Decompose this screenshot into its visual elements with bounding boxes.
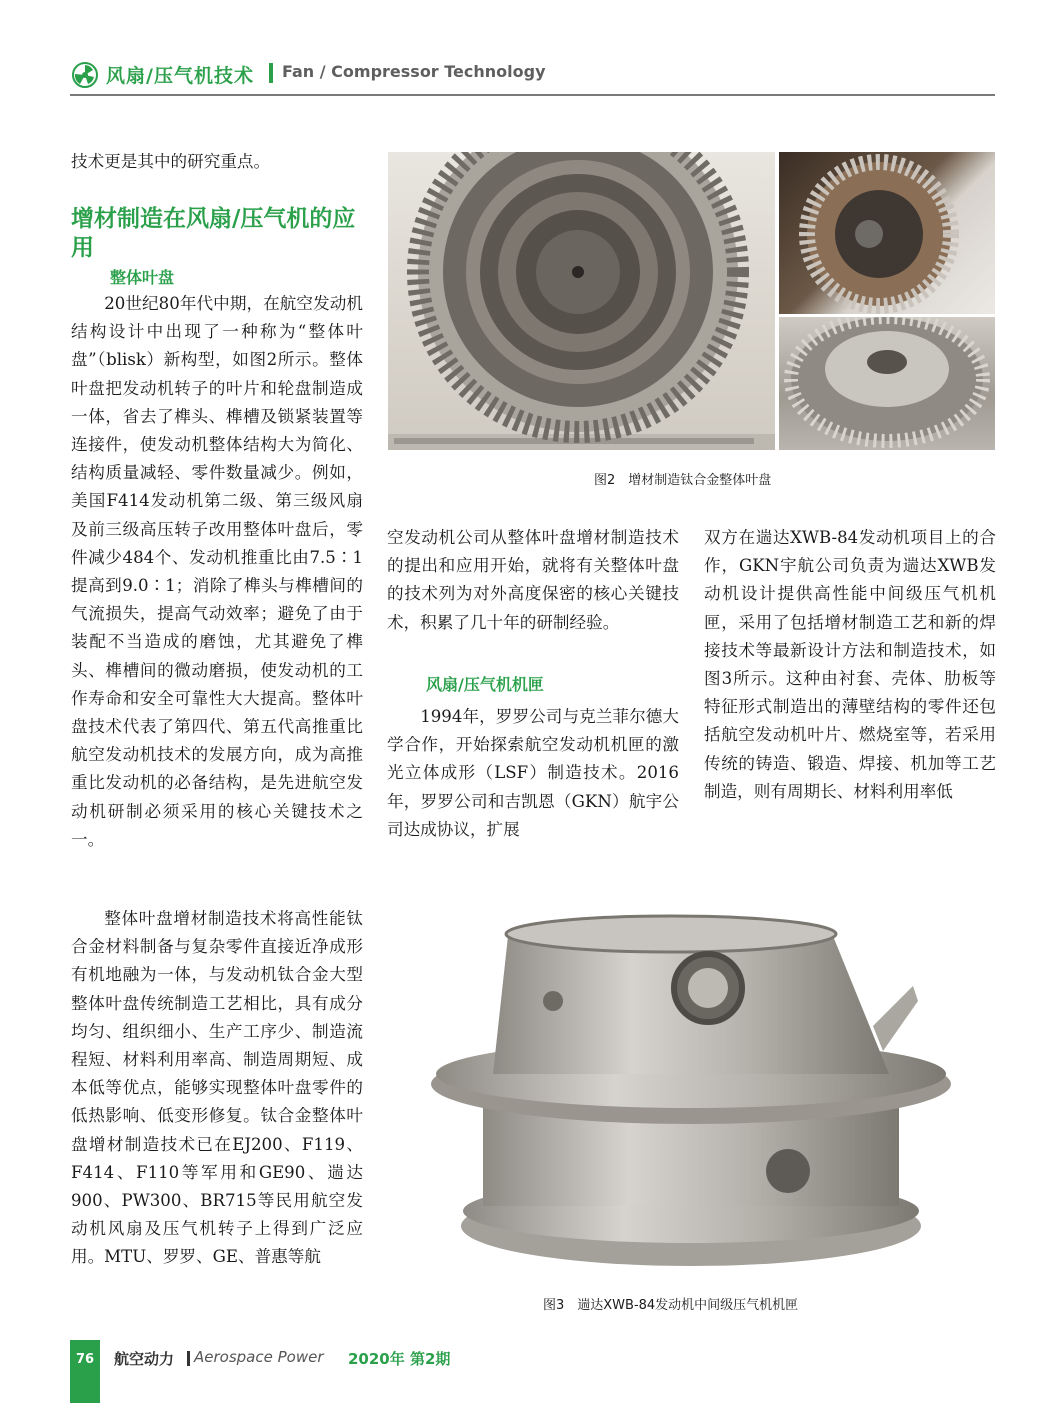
figure-3-caption: 图3 遄达XWB-84发动机中间级压气机机匣 [543, 1298, 799, 1313]
figure-3-compressor-casing [413, 906, 968, 1282]
section-title-en: Fan / Compressor Technology [282, 62, 546, 81]
header-rule [70, 94, 995, 96]
fan-logo-icon [72, 62, 98, 88]
blisk-photo-2 [779, 152, 995, 314]
subheading-blisk: 整体叶盘 [110, 268, 175, 287]
col1-paragraph-1 [71, 290, 363, 854]
blisk-photo-3 [779, 317, 995, 450]
journal-name-cn: 航空动力 [114, 1350, 175, 1368]
blisk-illustration [388, 152, 775, 450]
page-number: 76 [76, 1352, 95, 1367]
paragraph: 20世纪80年代中期，在航空发动机结构设计中出现了一种称为“整体叶盘”（blisk）新构型，如图2所示。整体叶盘把发动机转子的叶片和轮盘制造成一体，省去了榫头、榫槽及锁紧装置等连接件，使发动机整体结构大为简化、结构质量减轻、零件数量减少。例如，美国F414发动机第二级、第三级风扇及前三级高压转子改用整体叶盘后，零件减少484个、发动机推重比由7.5∶1提高到9.0∶1；消除了榫头与榫槽间的气流损失，提高气动效率；避免了由于装配不当造成的磨蚀，尤其避免了榫头、榫槽间的微动磨损，使发动机的工作寿命和安全可靠性大大提高。整体叶盘技术代表了第四代、第五代高推重比航空发动机技术的发展方向，成为高推重比发动机的必备结构，是先进航空发动机研制必须采用的核心关键技术之一。 [71, 294, 363, 849]
casing-illustration [413, 906, 968, 1282]
col2-paragraph-1 [387, 524, 679, 637]
figure-2-blisk-top-right [779, 152, 995, 314]
footer-page-tab [70, 1340, 100, 1403]
header-divider [269, 63, 273, 83]
journal-name-en: Aerospace Power [194, 1348, 324, 1366]
paragraph: 整体叶盘增材制造技术将高性能钛合金材料制备与复杂零件直接近净成形有机地融为一体，与发动机钛合金大型整体叶盘传统制造工艺相比，具有成分均匀、组织细小、生产工序少、制造流程短、材料利用率高、制造周期短、成本低等优点，能够实现整体叶盘零件的低热影响、低变形修复。钛合金整体叶盘增材制造技术已在EJ200、F119、F414、F110等军用和GE90、遄达900、PW300、BR715等民用航空发动机风扇及压气机转子上得到广泛应用。MTU、罗罗、GE、普惠等航 [71, 909, 363, 1267]
paragraph: 1994年，罗罗公司与克兰菲尔德大学合作，开始探索航空发动机机匣的激光立体成形（LSF）制造技术。2016年，罗罗公司和吉凯恩（GKN）航宇公司达成协议，扩展 [387, 707, 679, 839]
footer-divider [187, 1351, 190, 1366]
figure-2-caption: 图2 增材制造钛合金整体叶盘 [594, 473, 772, 488]
figure-2-blisk-bottom-right [779, 317, 995, 450]
section-heading: 增材制造在风扇/压气机的应用 [71, 206, 356, 261]
paragraph: 空发动机公司从整体叶盘增材制造技术的提出和应用开始，就将有关整体叶盘的技术列为对外高度保密的核心关键技术，积累了几十年的研制经验。 [387, 528, 679, 632]
issue-label: 2020年 第2期 [348, 1350, 451, 1368]
col2-paragraph-2 [387, 703, 679, 844]
figure-2-blisk-main [388, 152, 775, 450]
subheading-casing: 风扇/压气机机匣 [426, 675, 544, 694]
section-title-cn: 风扇/压气机技术 [106, 65, 254, 87]
col3-paragraph [704, 524, 996, 806]
col1-intro: 技术更是其中的研究重点。 [71, 152, 271, 171]
paragraph: 双方在遄达XWB-84发动机项目上的合作，GKN宇航公司负责为遄达XWB发动机设计提供高性能中间级压气机机匣，采用了包括增材制造工艺和新的焊接技术等最新设计方法和制造技术，如图3所示。这种由衬套、壳体、肋板等特征形式制造出的薄壁结构的零件还包括航空发动机叶片、燃烧室等，若采用传统的铸造、锻造、焊接、机加等工艺制造，则有周期长、材料利用率低 [704, 528, 996, 801]
col1-paragraph-2 [71, 905, 363, 1272]
